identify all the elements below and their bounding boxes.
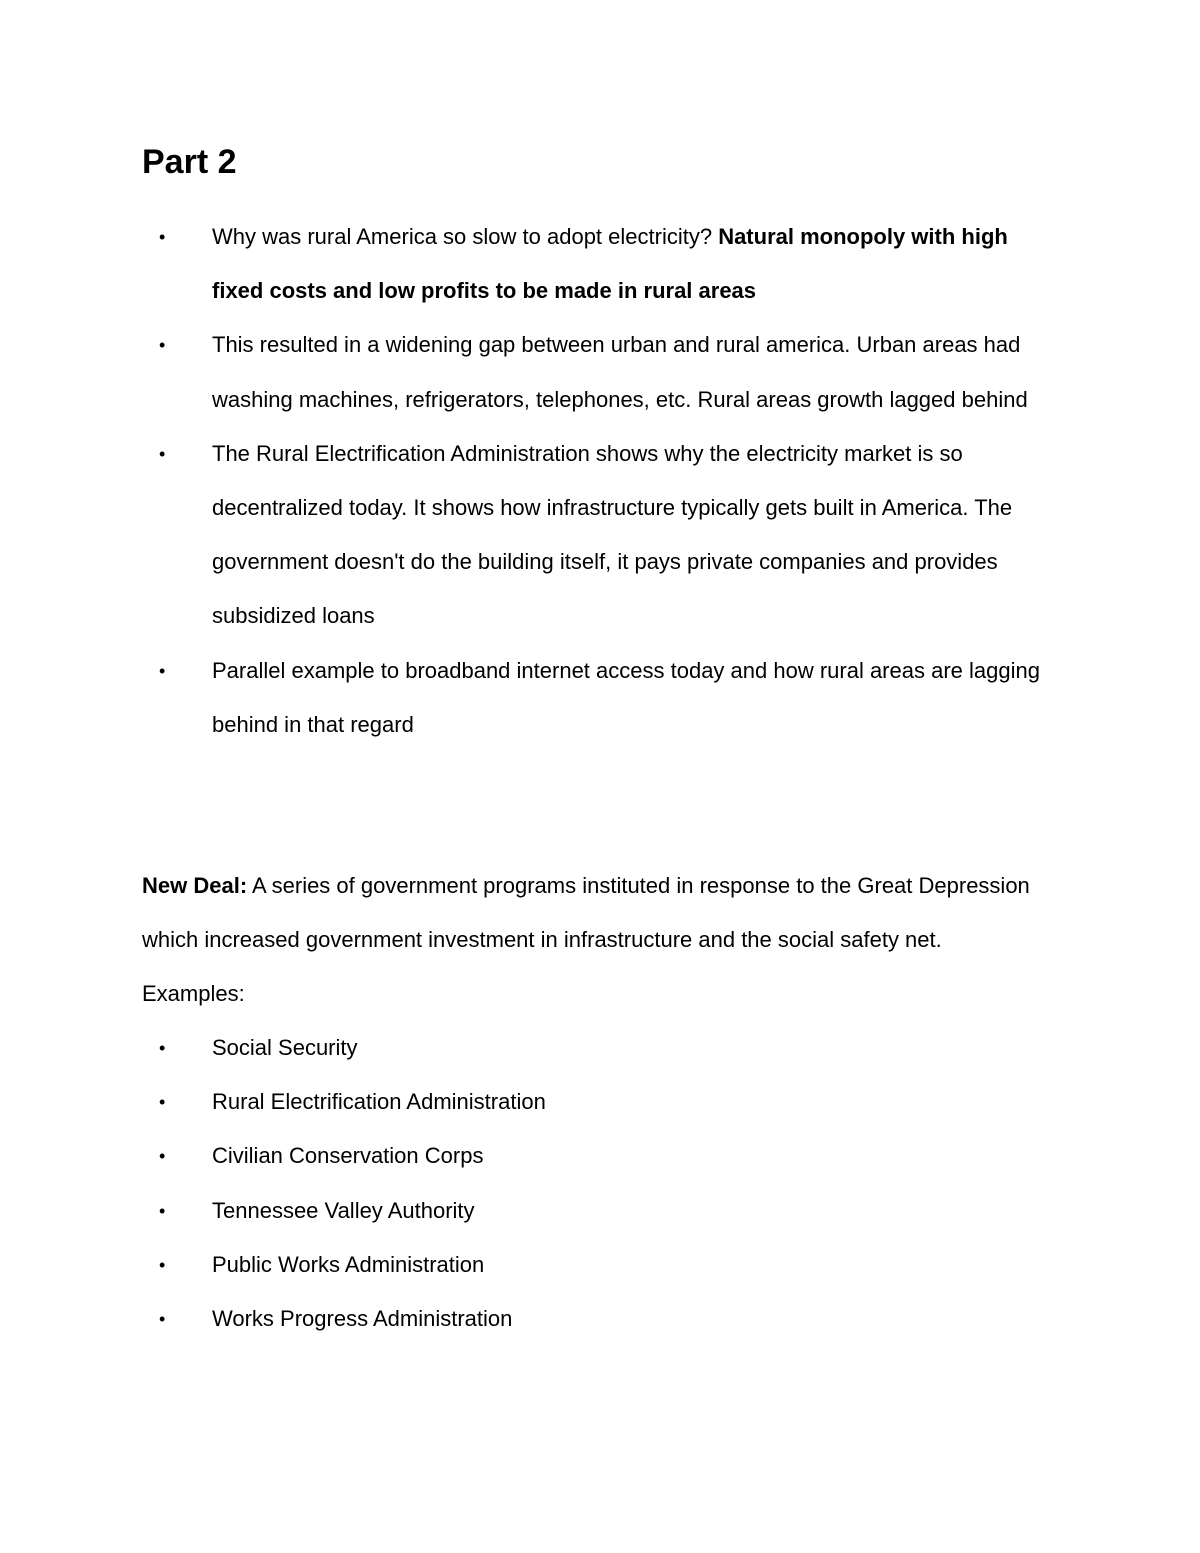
new-deal-definition: A series of government programs instituted in response to the Great Depression which increased government investment in infrastructure and the social safety net. Examples: xyxy=(142,873,1030,1007)
list-item xyxy=(0,318,1062,426)
bullet-icon: • xyxy=(159,1254,166,1275)
bullet-icon: • xyxy=(159,1038,166,1058)
list-item-text: Social Security xyxy=(212,1035,358,1060)
bullet-icon: • xyxy=(159,227,166,247)
list-item xyxy=(0,1075,1062,1129)
list-item xyxy=(0,1292,1062,1346)
new-deal-examples-list xyxy=(0,1021,1062,1346)
list-item-text: This resulted in a widening gap between urban and rural america. Urban areas had washing machines, refrigerators, telephones, etc. Rural areas growth lagged behind xyxy=(212,332,1028,412)
new-deal-paragraph xyxy=(142,859,1042,1022)
list-item-text: Tennessee Valley Authority xyxy=(212,1197,475,1223)
list-item xyxy=(0,644,1062,752)
bullet-icon: • xyxy=(159,1146,166,1167)
bullet-icon: • xyxy=(159,443,166,464)
bullet-icon: • xyxy=(159,660,166,681)
list-item-text: Parallel example to broadband internet access today and how rural areas are lagging behind in that regard xyxy=(212,657,1040,737)
new-deal-term: New Deal: xyxy=(142,873,248,898)
list-item-text: Rural Electrification Administration xyxy=(212,1089,546,1115)
list-item-bold-answer: Natural monopoly with high fixed costs and low profits to be made in rural areas xyxy=(212,224,1008,304)
list-item xyxy=(0,1021,1062,1075)
part2-bullet-list xyxy=(0,210,1062,752)
list-item xyxy=(0,210,1062,318)
bullet-icon: • xyxy=(159,335,166,356)
list-item-text: The Rural Electrification Administration shows why the electricity market is so decentralized today. It shows how infrastructure typically gets built in America. The government doesn't do the building itself, it pays private companies and provides subsidized loans xyxy=(212,440,1013,629)
page-title: Part 2 xyxy=(142,143,237,181)
list-item-text: Works Progress Administration xyxy=(212,1306,513,1332)
list-item xyxy=(0,1129,1062,1183)
list-item-text: Why was rural America so slow to adopt electricity? xyxy=(212,224,719,249)
bullet-icon: • xyxy=(159,1200,166,1221)
bullet-icon: • xyxy=(159,1309,166,1330)
bullet-icon: • xyxy=(159,1092,166,1113)
list-item xyxy=(0,427,1062,644)
list-item xyxy=(0,1238,1062,1292)
list-item-text: Civilian Conservation Corps xyxy=(212,1143,484,1169)
list-item xyxy=(0,1184,1062,1238)
list-item-text: Public Works Administration xyxy=(212,1251,485,1277)
